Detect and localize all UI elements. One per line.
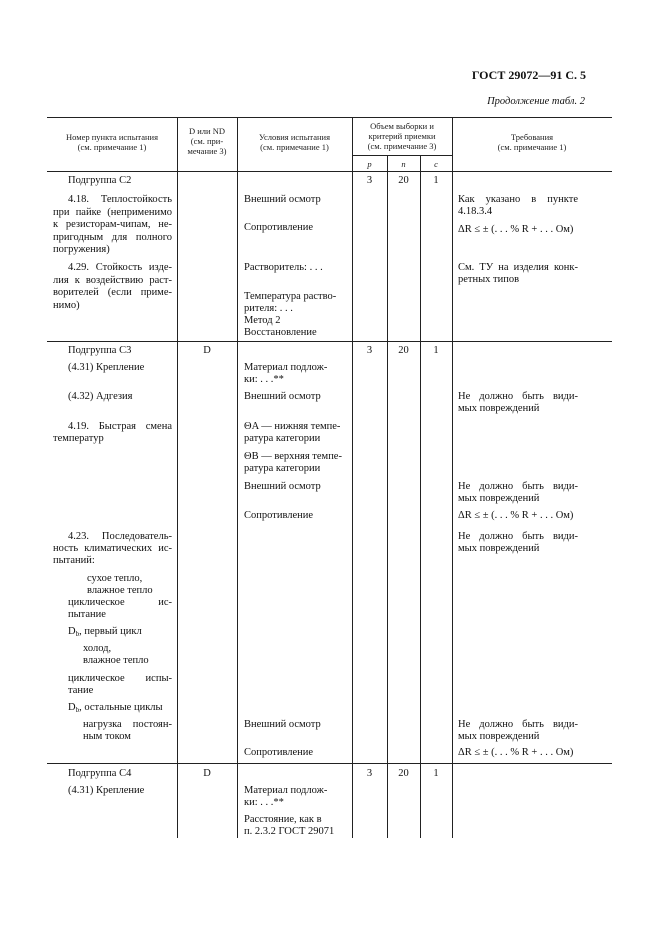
cold: холод,	[83, 643, 112, 654]
c3-no-damage-4: Не должно быть види- мых повреждений	[458, 719, 578, 742]
col5-header: Требования (см. примечание 1)	[497, 132, 567, 152]
c2-c: 1	[433, 175, 439, 186]
db-other-cycles: $D_b$, остальные циклы	[68, 702, 163, 714]
col4-header: Объем выборки и критерий приемки (см. примечание 3)	[367, 121, 437, 151]
damp-heat-2: влажное тепло	[83, 655, 149, 666]
c3-p: 3	[366, 345, 373, 356]
c3-delta-r-1: ΔR ≤ ± (. . . % R + . . . Ом)	[458, 510, 574, 521]
col-divider-n	[420, 155, 421, 838]
table-header-bottom-border	[47, 171, 612, 172]
item-4-23: 4.23. Последователь- ность климатических ис- пытаний:	[53, 531, 172, 566]
c4-n: 20	[398, 768, 409, 779]
cyclic-test-2: циклическое испы- тание	[68, 673, 172, 696]
col3-header: Условия испытания (см. примечание 1)	[258, 132, 331, 152]
c2-resistance: Сопротивление	[244, 222, 314, 233]
theta-b-condition: ΘB — верхняя темпе- ратура категории	[244, 451, 342, 474]
subgroup-c3-title: Подгруппа С3	[68, 345, 132, 356]
c3-item-4-32: (4.32) Адгезия	[68, 391, 133, 402]
col-p-header: p	[367, 159, 372, 169]
col-n-header: n	[401, 159, 406, 169]
c3-delta-r-2: ΔR ≤ ± (. . . % R + . . . Ом)	[458, 747, 574, 758]
c3-visual-1: Внешний осмотр	[244, 391, 321, 402]
item-4-18: 4.18. Теплостойкость при пайке (неприменимо к резисторам-чипам, не- пригодным для полного погружения)	[53, 194, 172, 256]
col-divider-3	[352, 117, 353, 838]
c2-req-4-18: Как указано в пункте 4.18.3.4	[458, 194, 578, 217]
c2-solvent-temp: Температура раство- рителя: . . . Метод 2 Восстановление	[244, 291, 337, 338]
c4-distance: Расстояние, как в п. 2.3.2 ГОСТ 29071	[244, 814, 335, 837]
c3-no-damage-1: Не должно быть види- мых повреждений	[458, 391, 578, 414]
cyclic-test-1: циклическое ис- пытание	[68, 597, 172, 620]
continuation-caption: Продолжение табл. 2	[487, 96, 585, 107]
c3-visual-3: Внешний осмотр	[244, 719, 321, 730]
c3-visual-2: Внешний осмотр	[244, 481, 321, 492]
page-header: ГОСТ 29072—91 С. 5	[471, 68, 586, 82]
c4-c: 1	[433, 768, 439, 779]
c4-p: 3	[366, 768, 373, 779]
col1-header: Номер пункта испытания (см. примечание 1)	[65, 132, 158, 152]
group-divider-c4	[47, 763, 612, 764]
col-c-header: c	[434, 159, 438, 169]
c3-no-damage-3: Не должно быть види- мых повреждений	[458, 531, 578, 554]
col-divider-1	[177, 117, 178, 838]
c3-substrate: Материал подлож- ки: . . .**	[244, 362, 328, 385]
col-divider-2	[237, 117, 238, 838]
table-top-border	[47, 117, 612, 118]
subheader-line	[352, 155, 452, 156]
item-4-19: 4.19. Быстрая смена температур	[53, 421, 172, 444]
col-divider-p	[387, 155, 388, 838]
c3-resistance-2: Сопротивление	[244, 747, 314, 758]
db-first-cycle: $D_b$, первый цикл	[68, 626, 142, 638]
c2-p: 3	[366, 175, 373, 186]
item-4-29: 4.29. Стойкость изде- лия к воздействию раст- ворителей (если приме- нимо)	[53, 262, 172, 311]
subgroup-c4-title: Подгруппа С4	[68, 768, 132, 779]
c3-n: 20	[398, 345, 409, 356]
subgroup-c2-title: Подгруппа С2	[68, 175, 132, 186]
c2-n: 20	[398, 175, 409, 186]
damp-heat: влажное тепло	[87, 585, 153, 596]
theta-a-condition: ΘA — нижняя темпе- ратура категории	[244, 421, 341, 444]
c3-resistance-1: Сопротивление	[244, 510, 314, 521]
c2-solvent: Растворитель: . . .	[244, 262, 323, 273]
c4-d: D	[203, 768, 211, 779]
c4-substrate: Материал подлож- ки: . . .**	[244, 785, 328, 808]
col-divider-4	[452, 117, 453, 838]
dry-heat: сухое тепло,	[87, 573, 143, 584]
c2-visual-inspection: Внешний осмотр	[244, 194, 321, 205]
c3-d: D	[203, 345, 211, 356]
dc-load: нагрузка постоян- ным током	[83, 719, 172, 742]
c2-delta-r: ΔR ≤ ± (. . . % R + . . . Ом)	[458, 224, 574, 235]
group-divider-c3	[47, 341, 612, 342]
c3-no-damage-2: Не должно быть види- мых повреждений	[458, 481, 578, 504]
c3-c: 1	[433, 345, 439, 356]
c2-req-4-29: См. ТУ на изделия конк- ретных типов	[458, 262, 578, 285]
col2-header: D или ND (см. при- мечание 3)	[187, 126, 227, 156]
c4-item-4-31: (4.31) Крепление	[68, 785, 145, 796]
c3-item-4-31: (4.31) Крепление	[68, 362, 145, 373]
